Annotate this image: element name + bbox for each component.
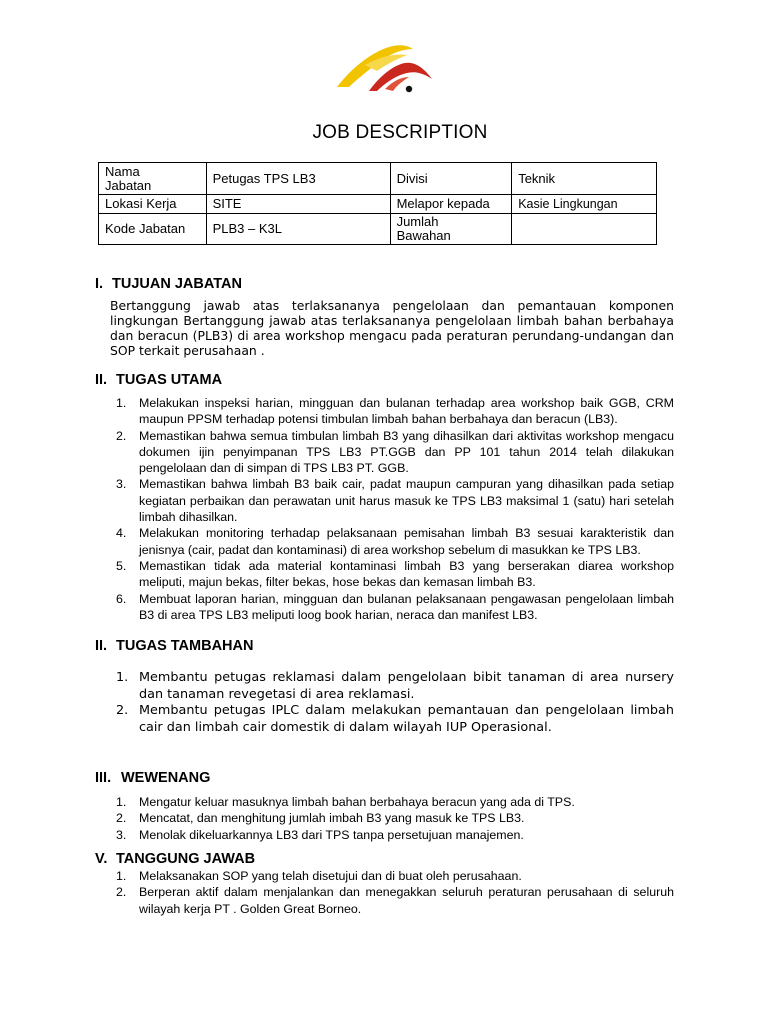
section-paragraph: Bertanggung jawab atas terlaksananya pengelolaan dan pemantauan komponen lingkungan Bertanggung jawab atas terlaksananya pengelolaan limbah bahan berbahaya dan beracun (PLB3) di area workshop mengacu pada peraturan perundang-undangan dan SOP terkait perusahaan .	[110, 298, 674, 358]
logo-dot	[406, 86, 412, 92]
section-number: V.	[95, 851, 108, 867]
section-number: III.	[95, 770, 112, 786]
document-title: JOB DESCRIPTION	[312, 122, 488, 143]
table-cell: PLB3 – K3L	[206, 214, 390, 245]
table-cell: SITE	[206, 195, 390, 214]
list-item: 2. Memastikan bahwa semua timbulan limbah B3 yang dihasilkan dari aktivitas workshop mengacu dokumen ijin penyimpanan TPS LB3 PT.GGB dan PP 101 tahun 2014 telah dilakukan pengelolaan dan di simpan di TPS LB3 PT. GGB.	[116, 428, 674, 476]
list-item: 4. Melakukan monitoring terhadap pelaksanaan pemisahan limbah B3 sesuai karakteristik dan jenisnya (cair, padat dan kontaminasi) di area workshop sebelum di masukkan ke TPS LB3.	[116, 526, 674, 557]
table-cell: Melapor kepada	[390, 195, 512, 214]
list-item: 6. Membuat laporan harian, mingguan dan bulanan pelaksanaan pengawasan pengelolaan limbah B3 di area TPS LB3 meliputi loog book harian, neraca dan manifest LB3.	[116, 591, 674, 622]
list-item: 2. Berperan aktif dalam menjalankan dan menegakkan seluruh peraturan perusahaan di seluruh wilayah kerja PT . Golden Great Borneo.	[116, 885, 674, 916]
table-cell: Kode Jabatan	[99, 214, 207, 245]
numbered-list	[110, 794, 674, 843]
list-item: 2. Membantu petugas IPLC dalam melakukan pemantauan dan pengelolaan limbah cair dan limbah cair domestik di dalam wilayah IUP Operasional.	[116, 703, 674, 735]
section-title: WEWENANG	[121, 770, 211, 786]
list-item: 2. Mencatat, dan menghitung jumlah imbah B3 yang masuk ke TPS LB3.	[116, 811, 525, 826]
section-heading	[95, 276, 242, 292]
section-number: II.	[95, 638, 108, 654]
section-title: TUGAS UTAMA	[116, 372, 223, 388]
job-info-table	[98, 162, 657, 245]
section-number: II.	[95, 372, 108, 388]
table-cell: Divisi	[390, 163, 512, 195]
table-cell: Lokasi Kerja	[99, 195, 207, 214]
section-heading	[95, 638, 253, 654]
section-title: TUGAS TAMBAHAN	[116, 638, 254, 654]
table-cell: Kasie Lingkungan	[512, 195, 657, 214]
section-heading	[95, 770, 210, 786]
list-item: 1. Melaksanakan SOP yang telah disetujui dan di buat oleh perusahaan.	[116, 869, 522, 883]
section-heading	[95, 372, 222, 388]
numbered-list	[110, 395, 674, 623]
section-title: TUJUAN JABATAN	[112, 276, 242, 292]
section-number: I.	[95, 276, 104, 292]
section-title: TANGGUNG JAWAB	[116, 851, 256, 867]
table-cell: Petugas TPS LB3	[206, 163, 390, 195]
table-cell: Jumlah Bawahan	[390, 214, 512, 245]
list-item: 3. Memastikan bahwa limbah B3 baik cair, padat maupun campuran yang dihasilkan pada setiap kegiatan perbaikan dan perawatan unit harus masuk ke TPS LB3 maksimal 1 (satu) hari setelah limbah dihasilkan.	[116, 477, 674, 525]
table-row	[99, 195, 657, 214]
table-row	[99, 214, 657, 245]
list-item: 1. Melakukan inspeksi harian, mingguan dan bulanan terhadap area workshop baik GGB, CRM maupun PPSM terhadap potensi timbulan limbah bahan berbahaya dan beracun (LB3).	[116, 396, 674, 427]
section-heading	[95, 851, 255, 867]
table-row	[99, 163, 657, 195]
numbered-list	[110, 670, 674, 736]
list-item: 3. Menolak dikeluarkannya LB3 dari TPS tanpa persetujuan manajemen.	[116, 827, 524, 842]
table-cell: Nama Jabatan	[99, 163, 207, 195]
table-cell: Teknik	[512, 163, 657, 195]
list-item: 1. Mengatur keluar masuknya limbah bahan berbahaya beracun yang ada di TPS.	[116, 795, 575, 809]
table-cell	[512, 214, 657, 245]
list-item: 5. Memastikan tidak ada material kontaminasi limbah B3 yang berserakan diarea workshop meliputi, majun bekas, filter bekas, hose bekas dan kemasan limbah B3.	[116, 558, 674, 590]
numbered-list	[110, 868, 674, 917]
list-item: 1. Membantu petugas reklamasi dalam pengelolaan bibit tanaman di area nursery dan tanaman revegetasi di area reklamasi.	[116, 670, 674, 702]
company-logo	[335, 43, 435, 95]
